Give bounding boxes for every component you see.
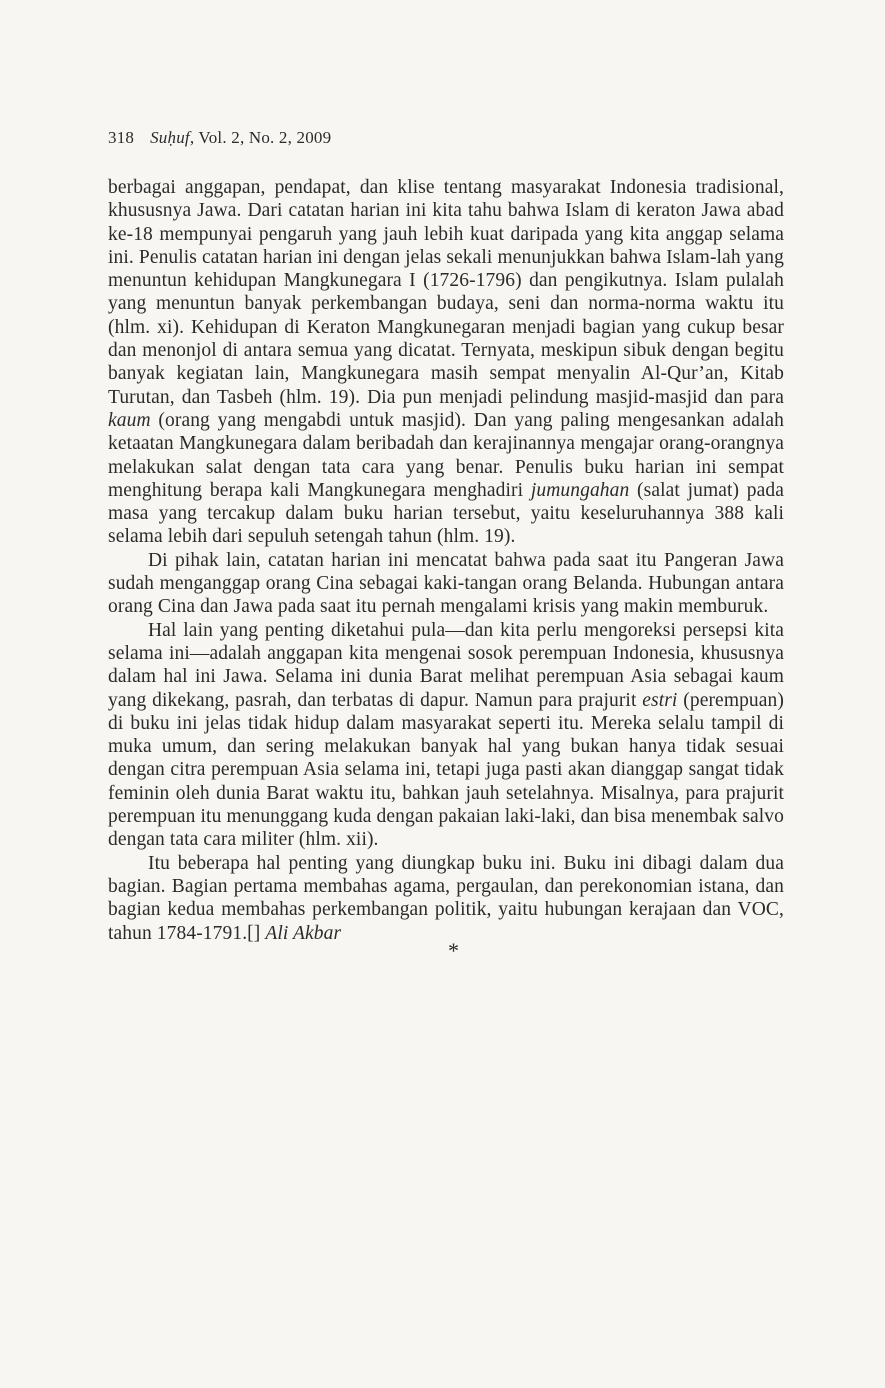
journal-volume: , Vol. 2, No. 2, 2009 (189, 128, 332, 147)
text-run: (orang yang mengabdi untuk masjid). Dan yang paling mengesankan adalah ketaatan Mangkunegara dalam beribadah dan kerajinannya mengajar orang-orangnya melakukan salat dengan tata cara yang benar. Penulis buku harian ini sempat menghitung berapa kali Mangkunegara menghadiri (108, 409, 784, 501)
text-run: berbagai anggapan, pendapat, dan klise tentang masyarakat Indonesia tradisional, khususnya Jawa. Dari catatan harian ini kita tahu bahwa Islam di keraton Jawa abad ke-18 mempunyai pengaruh yang jauh lebih kuat daripada yang kita anggap selama ini. Penulis catatan harian ini dengan jelas sekali menunjukkan bahwa Islam-lah yang menuntun kehidupan Mangkunegara I (1726-1796) dan pengikutnya. Islam pulalah yang menuntun banyak perkembangan budaya, seni dan norma-norma waktu itu (hlm. xi). Kehidupan di Keraton Mangkunegaran menjadi bagian yang cukup besar dan menonjol di antara semua yang dicatat. Ternyata, meskipun sibuk dengan begitu banyak kegiatan lain, Mangkunegara masih sempat menyalin Al-Qur’an, Kitab Turutan, dan Tasbeh (hlm. 19). Dia pun menjadi pelindung masjid-masjid dan para (108, 177, 784, 408)
italic-term: kaum (108, 409, 151, 431)
text-run: Di pihak lain, catatan harian ini mencatat bahwa pada saat itu Pangeran Jawa sudah menganggap orang Cina sebagai kaki-tangan orang Belanda. Hubungan antara orang Cina dan Jawa pada saat itu pernah mengalami krisis yang makin memburuk. (108, 549, 784, 618)
text-run: (perempuan) di buku ini jelas tidak hidup dalam masyarakat seperti itu. Mereka selalu tampil di muka umum, dan sering melakukan banyak hal yang bukan hanya tidak sesuai dengan citra perempuan Asia selama ini, tetapi juga pasti akan dianggap sangat tidak feminin oleh dunia Barat waktu itu, bahkan jauh setelahnya. Misalnya, para prajurit perempuan itu menunggang kuda dengan pakaian laki-laki, dan bisa menembak salvo dengan tata cara militer (hlm. xii). (108, 689, 784, 851)
blank-area (0, 1000, 885, 1388)
article-body (108, 176, 784, 945)
running-header (108, 128, 331, 148)
section-separator: * (448, 938, 459, 963)
italic-term: Ali Akbar (265, 922, 342, 944)
page-number: 318 (108, 128, 135, 147)
paragraph (108, 549, 784, 619)
journal-title: Suḥuf (150, 128, 190, 147)
italic-term: estri (642, 689, 678, 711)
paragraph (108, 852, 784, 945)
italic-term: jumungahan (530, 479, 630, 501)
text-run: (salat jumat) pada masa yang tercakup dalam buku harian tersebut, yaitu keseluruhannya 388 kali selama lebih dari sepuluh setengah tahun (hlm. 19). (108, 479, 784, 548)
paragraph (108, 176, 784, 549)
paragraph (108, 619, 784, 852)
text-run: Itu beberapa hal penting yang diungkap buku ini. Buku ini dibagi dalam dua bagian. Bagian pertama membahas agama, pergaulan, dan perekonomian istana, dan bagian kedua membahas perkembangan politik, yaitu hubungan kerajaan dan VOC, tahun 1784-1791.[] (108, 852, 784, 944)
text-run: Hal lain yang penting diketahui pula—dan kita perlu mengoreksi persepsi kita selama ini—adalah anggapan kita mengenai sosok perempuan Indonesia, khususnya dalam hal ini Jawa. Selama ini dunia Barat melihat perempuan Asia sebagai kaum yang dikekang, pasrah, dan terbatas di dapur. Namun para prajurit (108, 619, 784, 711)
